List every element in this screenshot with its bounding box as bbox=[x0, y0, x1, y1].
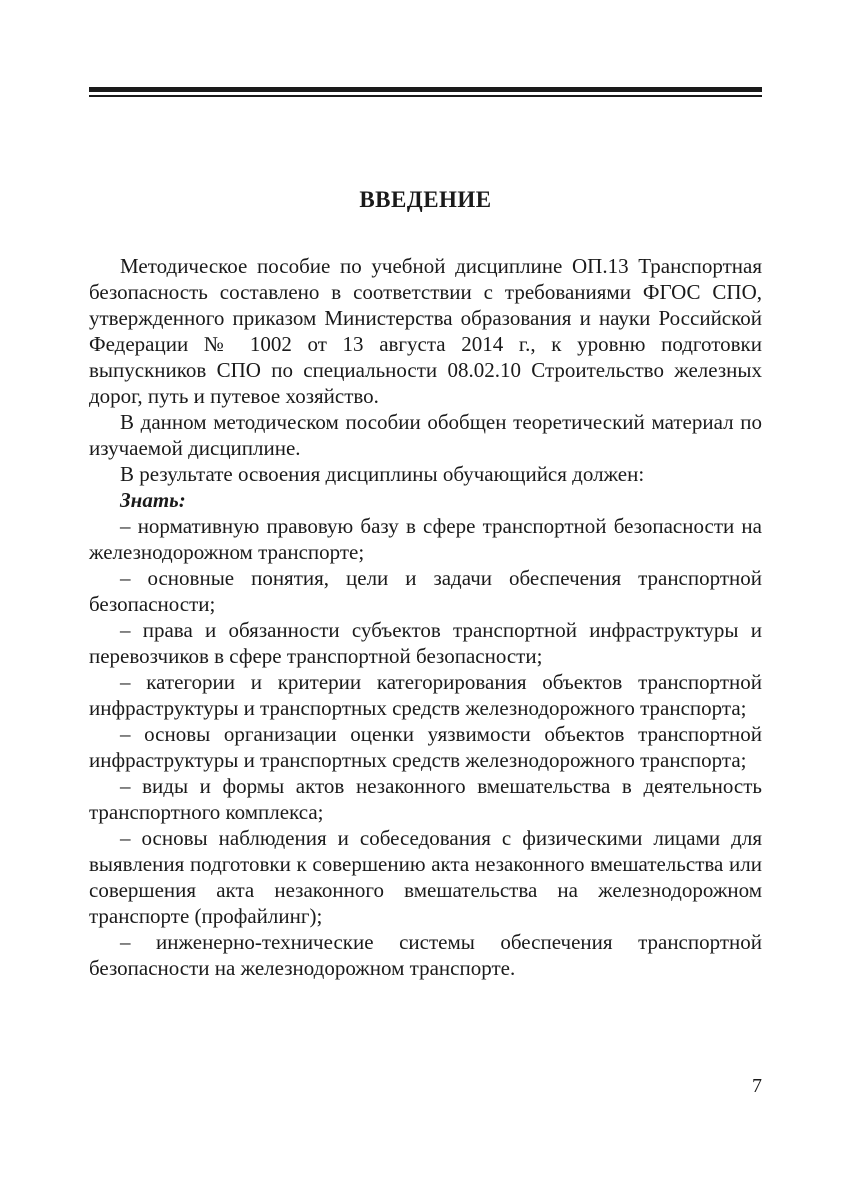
know-list-item: – основы организации оценки уязвимости объектов транспортной инфраструктуры и транспортных средств железнодорожного транспорта; bbox=[89, 722, 762, 772]
know-list-item: – виды и формы актов незаконного вмешательства в деятельность транспортного комплекса; bbox=[89, 774, 762, 824]
know-list-item: – основные понятия, цели и задачи обеспечения транспортной безопасности; bbox=[89, 566, 762, 616]
intro-paragraph: В данном методическом пособии обобщен теоретический материал по изучаемой дисциплине. bbox=[89, 410, 762, 460]
intro-paragraph: В результате освоения дисциплины обучающийся должен: bbox=[120, 462, 645, 486]
header-rule bbox=[89, 87, 762, 97]
header-rule-thin bbox=[89, 95, 762, 97]
page-number: 7 bbox=[752, 1075, 762, 1097]
document-body bbox=[89, 253, 762, 981]
page-title: ВВЕДЕНИЕ bbox=[359, 187, 492, 212]
know-list-item: – основы наблюдения и собеседования с физическими лицами для выявления подготовки к совершению акта незаконного вмешательства или совершения акта незаконного вмешательства на железнодорожном транспорте (профайлинг); bbox=[89, 826, 762, 928]
know-list-item: – категории и критерии категорирования объектов транспортной инфраструктуры и транспортных средств железнодорожного транспорта; bbox=[89, 670, 762, 720]
know-list-item: – права и обязанности субъектов транспортной инфраструктуры и перевозчиков в сфере транспортной безопасности; bbox=[89, 618, 762, 668]
intro-paragraph: Методическое пособие по учебной дисциплине ОП.13 Транспортная безопасность составлено в соответствии с требованиями ФГОС СПО, утвержденного приказом Министерства образования и науки Российской Федерации № 1002 от 13 августа 2014 г., к уровню подготовки выпускников СПО по специальности 08.02.10 Строительство железных дорог, путь и путевое хозяйство. bbox=[89, 254, 762, 408]
know-list-item: – нормативную правовую базу в сфере транспортной безопасности на железнодорожном транспорте; bbox=[89, 514, 762, 564]
know-list-item: – инженерно-технические системы обеспечения транспортной безопасности на железнодорожном транспорте. bbox=[89, 930, 762, 980]
know-label: Знать: bbox=[120, 488, 186, 512]
